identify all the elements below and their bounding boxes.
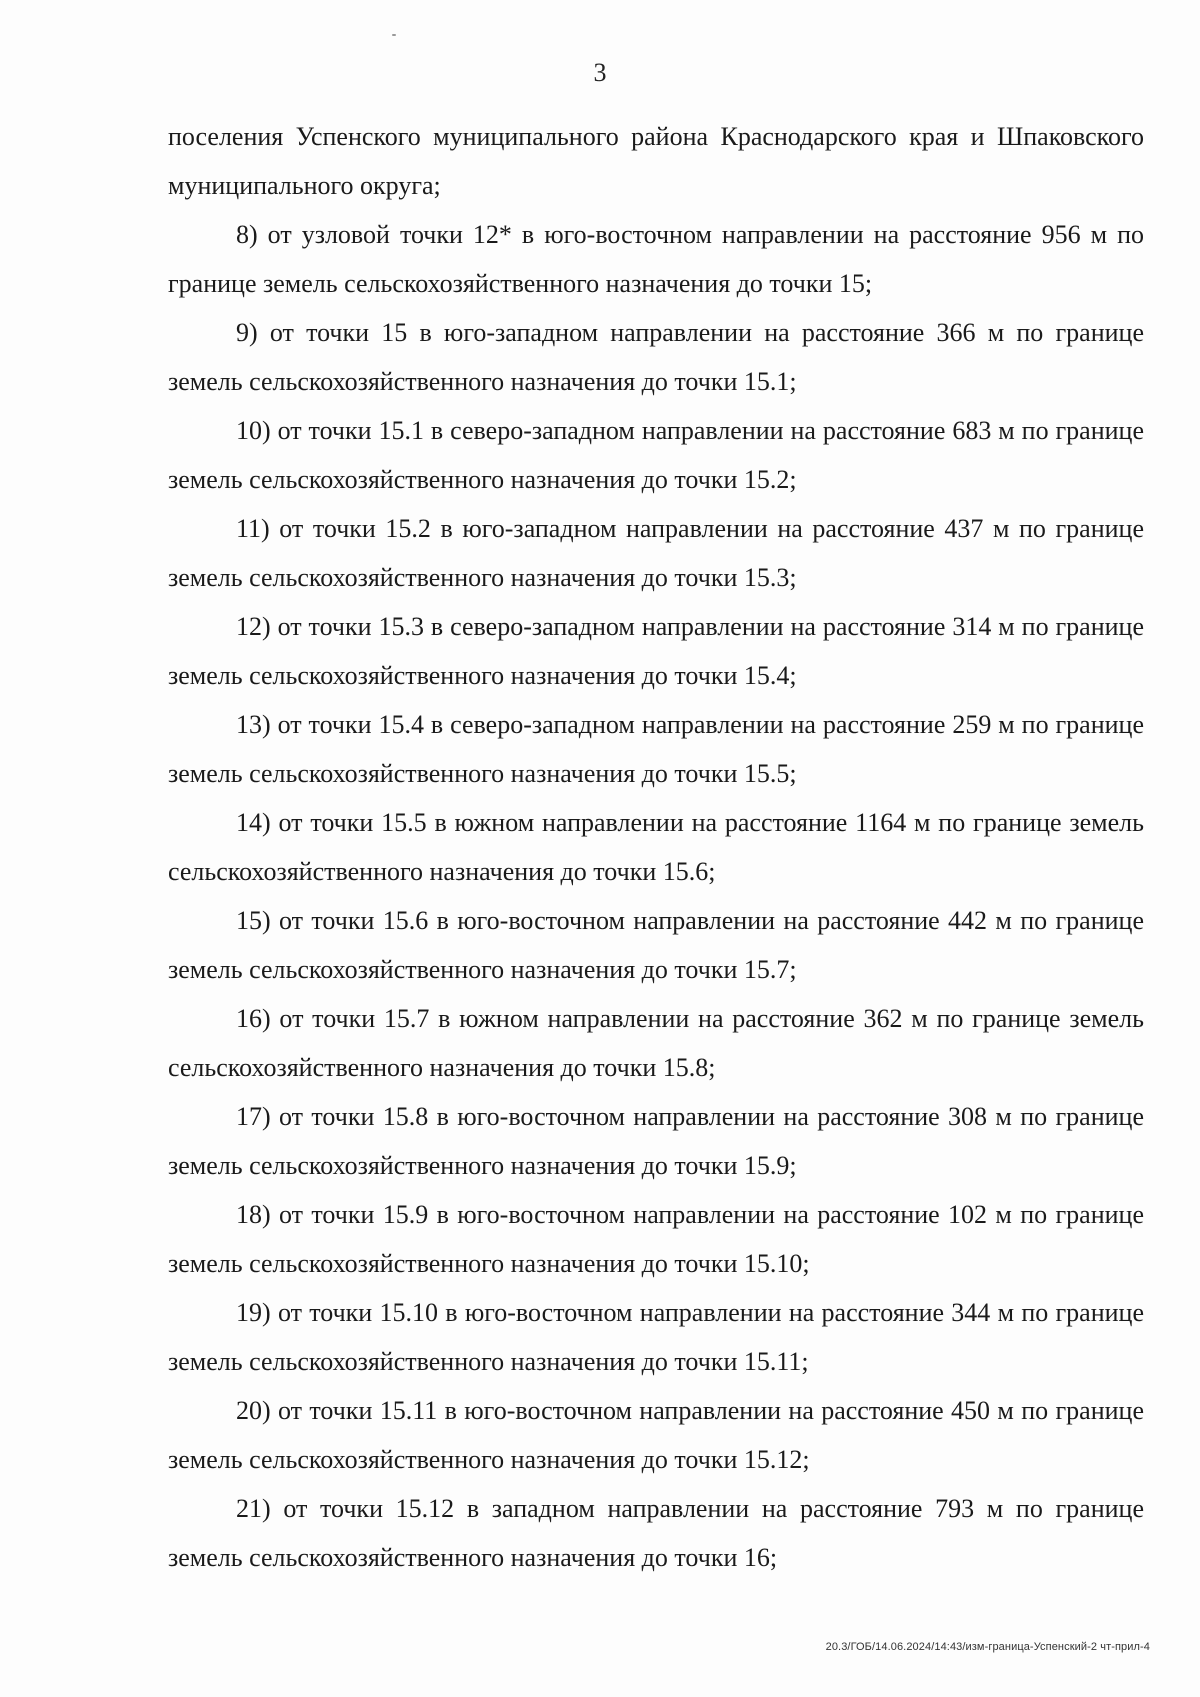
paragraph-item-20: 20) от точки 15.11 в юго-восточном направлении на расстояние 450 м по границе земель сельскохозяйственного назначения до точки 15.12; <box>168 1396 1144 1474</box>
paragraph-item-18: 18) от точки 15.9 в юго-восточном направлении на расстояние 102 м по границе земель сельскохозяйственного назначения до точки 15.10; <box>168 1200 1144 1278</box>
paragraph-item-9: 9) от точки 15 в юго-западном направлении на расстояние 366 м по границе земель сельскохозяйственного назначения до точки 15.1; <box>168 318 1144 396</box>
paragraph-item-16: 16) от точки 15.7 в южном направлении на расстояние 362 м по границе земель сельскохозяйственного назначения до точки 15.8; <box>168 1004 1144 1082</box>
paragraph-item-17: 17) от точки 15.8 в юго-восточном направлении на расстояние 308 м по границе земель сельскохозяйственного назначения до точки 15.9; <box>168 1102 1144 1180</box>
paragraph-item-11: 11) от точки 15.2 в юго-западном направлении на расстояние 437 м по границе земель сельскохозяйственного назначения до точки 15.3; <box>168 514 1144 592</box>
document-body <box>168 112 1144 1582</box>
paragraph-continuation: поселения Успенского муниципального района Краснодарского края и Шпаковского муниципального округа; <box>168 122 1144 200</box>
paragraph-item-15: 15) от точки 15.6 в юго-восточном направлении на расстояние 442 м по границе земель сельскохозяйственного назначения до точки 15.7; <box>168 906 1144 984</box>
scan-speck <box>392 34 396 36</box>
paragraph-item-12: 12) от точки 15.3 в северо-западном направлении на расстояние 314 м по границе земель сельскохозяйственного назначения до точки 15.4; <box>168 612 1144 690</box>
paragraph-item-8: 8) от узловой точки 12* в юго-восточном направлении на расстояние 956 м по границе земель сельскохозяйственного назначения до точки 15; <box>168 220 1144 298</box>
paragraph-item-13: 13) от точки 15.4 в северо-западном направлении на расстояние 259 м по границе земель сельскохозяйственного назначения до точки 15.5; <box>168 710 1144 788</box>
document-footer-code: 20.3/ГОБ/14.06.2024/14:43/изм-граница-Успенский-2 чт-прил-4 <box>825 1641 1150 1653</box>
paragraph-item-21: 21) от точки 15.12 в западном направлении на расстояние 793 м по границе земель сельскохозяйственного назначения до точки 16; <box>168 1494 1144 1572</box>
page-number: 3 <box>593 58 607 87</box>
paragraph-item-14: 14) от точки 15.5 в южном направлении на расстояние 1164 м по границе земель сельскохозяйственного назначения до точки 15.6; <box>168 808 1144 886</box>
paragraph-item-10: 10) от точки 15.1 в северо-западном направлении на расстояние 683 м по границе земель сельскохозяйственного назначения до точки 15.2; <box>168 416 1144 494</box>
paragraph-item-19: 19) от точки 15.10 в юго-восточном направлении на расстояние 344 м по границе земель сельскохозяйственного назначения до точки 15.11; <box>168 1298 1144 1376</box>
